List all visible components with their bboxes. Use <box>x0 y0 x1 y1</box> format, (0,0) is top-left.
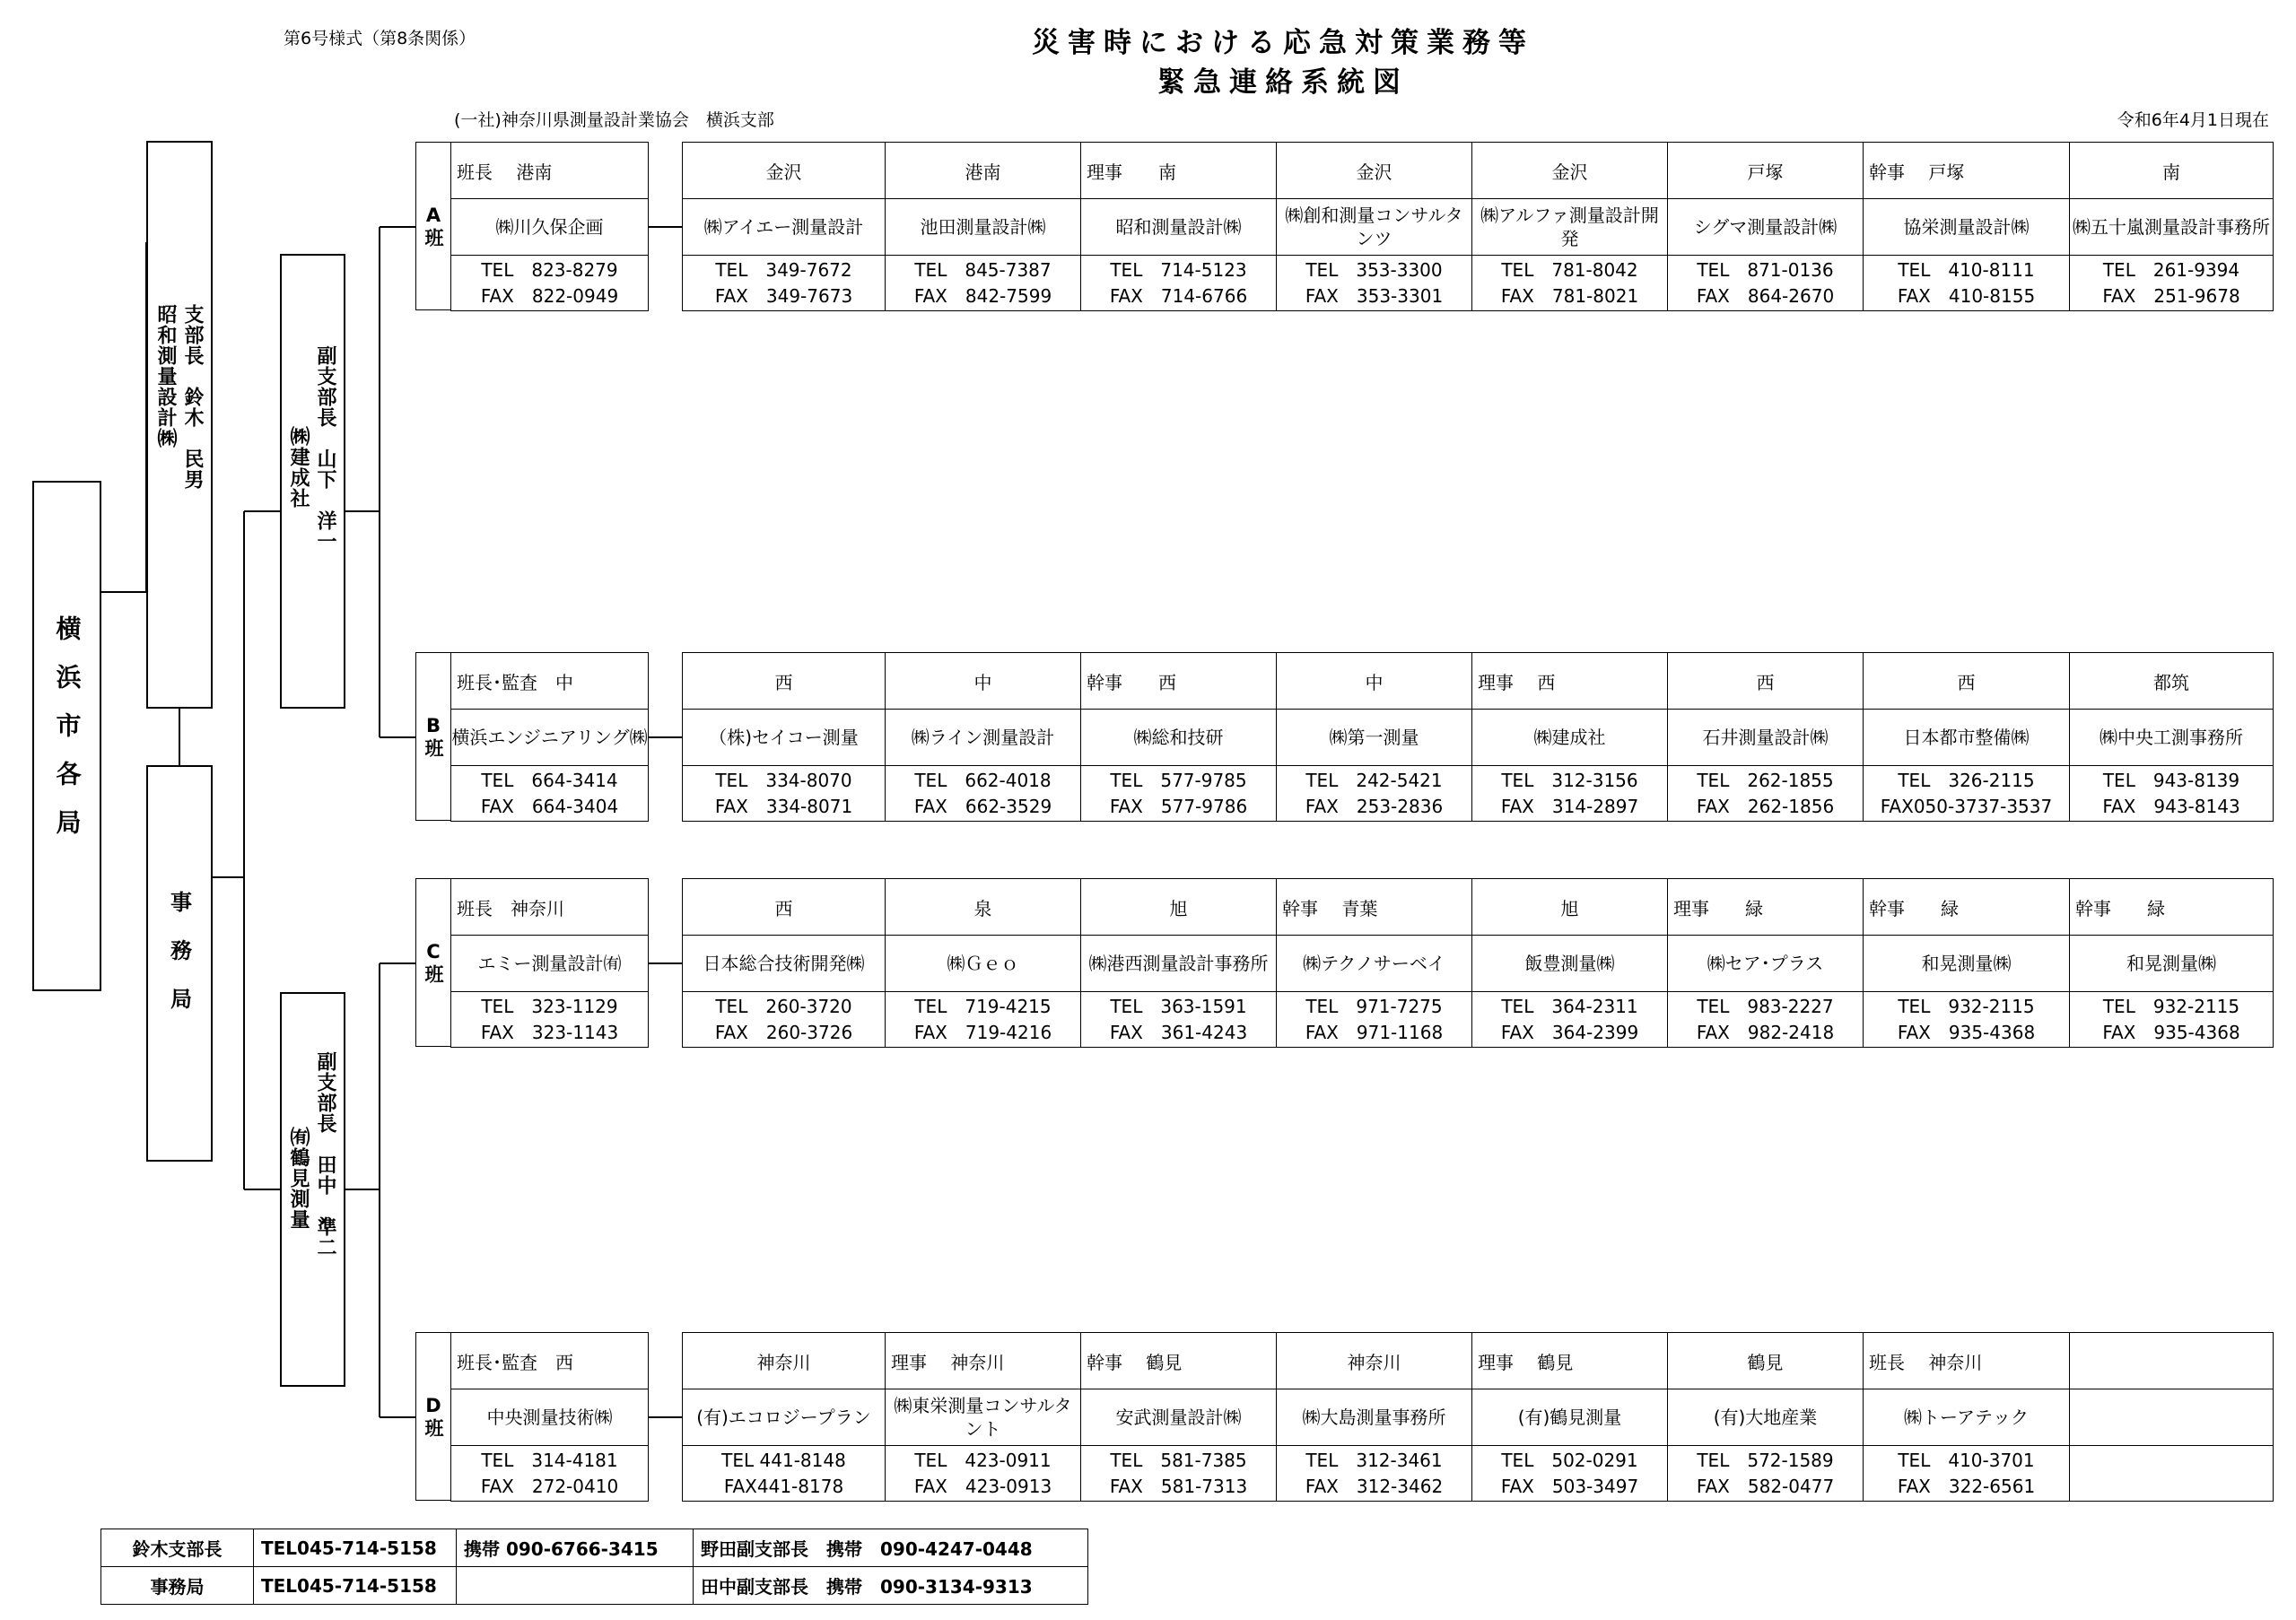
member-fax: FAX 262-1856 <box>1696 795 1835 817</box>
member-role: 理事 神奈川 <box>886 1333 1081 1389</box>
document-title-line2: 緊急連絡系統図 <box>1157 66 1409 99</box>
contact-cell <box>457 1567 694 1605</box>
member-company: （株)セイコー測量 <box>683 710 886 766</box>
member-fax: FAX 251-9678 <box>2102 284 2240 307</box>
member-company: ㈱アイエー測量設計 <box>683 199 886 256</box>
leader-tel: TEL 664-3414 <box>481 769 618 791</box>
contact-cell: 携帯 090-6766-3415 <box>457 1529 694 1567</box>
member-fax: FAX 503-3497 <box>1500 1475 1639 1497</box>
member-role: 神奈川 <box>683 1333 886 1389</box>
contact-footer-table <box>100 1529 1088 1605</box>
member-fax: FAX 364-2399 <box>1500 1021 1639 1043</box>
member-fax: FAX 334-8071 <box>714 795 853 817</box>
member-tel: TEL 983-2227 <box>1697 995 1834 1017</box>
member-role: 理事 緑 <box>1668 879 1864 936</box>
contact-cell: TEL045-714-5158 <box>254 1529 457 1567</box>
contact-row <box>101 1529 1088 1567</box>
member-role: 西 <box>1668 653 1864 710</box>
member-company: 協栄測量設計㈱ <box>1864 199 2070 256</box>
member-fax: FAX 361-4243 <box>1109 1021 1248 1043</box>
member-role: 金沢 <box>1472 143 1668 199</box>
deputy-head-2-name: 副支部長 田中 準二 <box>314 1051 336 1258</box>
leader-role: 班長･監査 中 <box>451 653 649 710</box>
member-tel: TEL 242-5421 <box>1305 769 1443 791</box>
member-role: 班長 神奈川 <box>1864 1333 2070 1389</box>
group-label: D班 <box>415 1332 451 1501</box>
leader-fax: FAX 664-3404 <box>480 795 619 817</box>
member-company: ㈱Ｇｅｏ <box>886 936 1081 992</box>
member-tel: TEL 260-3720 <box>715 995 852 1017</box>
branch-head-box <box>146 141 213 709</box>
leader-company: エミー測量設計㈲ <box>451 936 649 992</box>
member-role: 幹事 青葉 <box>1277 879 1472 936</box>
member-role: 鶴見 <box>1668 1333 1864 1389</box>
leader-role: 班長 神奈川 <box>451 879 649 936</box>
city-departments-label: 横浜市各局 <box>52 614 83 858</box>
member-role: 理事 南 <box>1081 143 1277 199</box>
member-role: 中 <box>1277 653 1472 710</box>
member-role: 西 <box>683 653 886 710</box>
member-role <box>2070 1333 2274 1389</box>
member-role: 金沢 <box>1277 143 1472 199</box>
member-role: 幹事 緑 <box>2070 879 2274 936</box>
member-company: ㈱大島測量事務所 <box>1277 1389 1472 1446</box>
member-tel: TEL 312-3156 <box>1501 769 1638 791</box>
member-role: 港南 <box>886 143 1081 199</box>
member-tel: TEL 410-8111 <box>1898 258 2035 281</box>
leader-tel: TEL 314-4181 <box>481 1449 618 1471</box>
member-company: 和晃測量㈱ <box>1864 936 2070 992</box>
group-members-table <box>682 142 2274 311</box>
member-company: ㈱アルファ測量設計開発 <box>1472 199 1668 256</box>
leader-role: 班長 港南 <box>451 143 649 199</box>
member-tel: TEL 719-4215 <box>914 995 1052 1017</box>
member-company: 池田測量設計㈱ <box>886 199 1081 256</box>
member-fax: FAX 864-2670 <box>1696 284 1835 307</box>
member-fax: FAX 719-4216 <box>913 1021 1052 1043</box>
member-tel: TEL 577-9785 <box>1110 769 1247 791</box>
member-company: ㈱五十嵐測量設計事務所 <box>2070 199 2274 256</box>
member-tel: TEL 353-3300 <box>1305 258 1443 281</box>
member-company: ㈱東栄測量コンサルタント <box>886 1389 1081 1446</box>
member-role: 西 <box>683 879 886 936</box>
member-role: 金沢 <box>683 143 886 199</box>
member-company: シグマ測量設計㈱ <box>1668 199 1864 256</box>
member-fax: FAX441-8178 <box>723 1475 844 1497</box>
leader-role: 班長･監査 西 <box>451 1333 649 1389</box>
office-label: 事務局 <box>166 891 192 1036</box>
branch-head-company: 昭和測量設計㈱ <box>154 304 177 449</box>
member-tel: TEL 971-7275 <box>1305 995 1443 1017</box>
member-company: ㈱港西測量設計事務所 <box>1081 936 1277 992</box>
member-role: 西 <box>1864 653 2070 710</box>
member-company: 和晃測量㈱ <box>2070 936 2274 992</box>
member-role: 南 <box>2070 143 2274 199</box>
member-fax: FAX 581-7313 <box>1109 1475 1248 1497</box>
contact-cell: 事務局 <box>101 1567 254 1605</box>
member-tel: TEL 262-1855 <box>1697 769 1834 791</box>
member-fax: FAX 353-3301 <box>1305 284 1444 307</box>
leader-fax: FAX 822-0949 <box>480 284 619 307</box>
member-company: (有)エコロジープラン <box>683 1389 886 1446</box>
leader-company: 横浜エンジニアリング㈱ <box>451 710 649 766</box>
member-fax: FAX050-3737-3537 <box>1880 795 2053 817</box>
member-company: ㈱トーアテック <box>1864 1389 2070 1446</box>
member-fax: FAX 410-8155 <box>1897 284 2036 307</box>
member-tel: TEL 845-7387 <box>914 258 1052 281</box>
member-fax: FAX 982-2418 <box>1696 1021 1835 1043</box>
member-company: ㈱第一測量 <box>1277 710 1472 766</box>
member-tel: TEL 423-0911 <box>914 1449 1052 1471</box>
deputy-head-2-box <box>280 992 345 1387</box>
document-title-line1: 災害時における応急対策業務等 <box>1032 27 1534 59</box>
member-role: 幹事 鶴見 <box>1081 1333 1277 1389</box>
deputy-head-2-company: ㈲鶴見測量 <box>287 1127 310 1230</box>
member-fax: FAX 714-6766 <box>1109 284 1248 307</box>
member-role: 幹事 西 <box>1081 653 1277 710</box>
member-company: 昭和測量設計㈱ <box>1081 199 1277 256</box>
member-fax: FAX 312-3462 <box>1305 1475 1444 1497</box>
leader-tel: TEL 323-1129 <box>481 995 618 1017</box>
leader-tel: TEL 823-8279 <box>481 258 618 281</box>
member-role: 中 <box>886 653 1081 710</box>
member-tel: TEL 410-3701 <box>1898 1449 2035 1471</box>
branch-head-name: 支部長 鈴木 民男 <box>181 304 204 490</box>
member-fax: FAX 260-3726 <box>714 1021 853 1043</box>
group-leader-card <box>450 878 649 1048</box>
member-role: 神奈川 <box>1277 1333 1472 1389</box>
member-tel: TEL 662-4018 <box>914 769 1052 791</box>
deputy-head-1-box <box>280 254 345 709</box>
member-company: ㈱創和測量コンサルタンツ <box>1277 199 1472 256</box>
group-leader-card <box>450 1332 649 1502</box>
member-tel: TEL 363-1591 <box>1110 995 1247 1017</box>
effective-date: 令和6年4月1日現在 <box>2117 110 2269 130</box>
member-tel: TEL 349-7672 <box>715 258 852 281</box>
group-members-table <box>682 878 2274 1048</box>
leader-company: ㈱川久保企画 <box>451 199 649 256</box>
contact-cell: 鈴木支部長 <box>101 1529 254 1567</box>
deputy-head-1-name: 副支部長 山下 洋一 <box>314 345 336 552</box>
member-fax: FAX 971-1168 <box>1305 1021 1444 1043</box>
group-label: C班 <box>415 878 451 1047</box>
group-members-table <box>682 1332 2274 1502</box>
member-fax: FAX 582-0477 <box>1696 1475 1835 1497</box>
organization-name: (一社)神奈川県測量設計業協会 横浜支部 <box>454 110 774 130</box>
member-fax: FAX 662-3529 <box>913 795 1052 817</box>
member-company: (有)大地産業 <box>1668 1389 1864 1446</box>
member-tel: TEL 502-0291 <box>1501 1449 1638 1471</box>
member-fax: FAX 322-6561 <box>1897 1475 2036 1497</box>
member-role: 旭 <box>1472 879 1668 936</box>
member-role: 理事 西 <box>1472 653 1668 710</box>
city-departments-box <box>32 481 101 991</box>
member-company: ㈱建成社 <box>1472 710 1668 766</box>
member-company: 日本都市整備㈱ <box>1864 710 2070 766</box>
contact-cell: 田中副支部長 携帯 090-3134-9313 <box>694 1567 1088 1605</box>
member-role: 都筑 <box>2070 653 2274 710</box>
member-role: 旭 <box>1081 879 1277 936</box>
member-role: 戸塚 <box>1668 143 1864 199</box>
member-role: 幹事 緑 <box>1864 879 2070 936</box>
member-fax: FAX 943-8143 <box>2102 795 2240 817</box>
member-company: ㈱セア･プラス <box>1668 936 1864 992</box>
member-company: 飯豊測量㈱ <box>1472 936 1668 992</box>
member-tel: TEL 871-0136 <box>1697 258 1834 281</box>
member-role: 幹事 戸塚 <box>1864 143 2070 199</box>
leader-company: 中央測量技術㈱ <box>451 1389 649 1446</box>
member-tel: TEL 781-8042 <box>1501 258 1638 281</box>
contact-cell: TEL045-714-5158 <box>254 1567 457 1605</box>
member-company: 石井測量設計㈱ <box>1668 710 1864 766</box>
member-tel: TEL 943-8139 <box>2102 769 2240 791</box>
member-company: 安武測量設計㈱ <box>1081 1389 1277 1446</box>
group-leader-card <box>450 142 649 311</box>
deputy-head-1-company: ㈱建成社 <box>287 426 310 509</box>
member-tel: TEL 572-1589 <box>1697 1449 1834 1471</box>
member-company: ㈱総和技研 <box>1081 710 1277 766</box>
member-role: 理事 鶴見 <box>1472 1333 1668 1389</box>
leader-fax: FAX 272-0410 <box>480 1475 619 1497</box>
member-fax: FAX 935-4368 <box>2102 1021 2240 1043</box>
member-tel: TEL 714-5123 <box>1110 258 1247 281</box>
contact-cell: 野田副支部長 携帯 090-4247-0448 <box>694 1529 1088 1567</box>
member-fax: FAX 423-0913 <box>913 1475 1052 1497</box>
member-company <box>2070 1389 2274 1446</box>
member-company: ㈱ライン測量設計 <box>886 710 1081 766</box>
member-fax: FAX 577-9786 <box>1109 795 1248 817</box>
member-tel: TEL 261-9394 <box>2102 258 2240 281</box>
member-company: 日本総合技術開発㈱ <box>683 936 886 992</box>
group-label: A班 <box>415 142 451 310</box>
member-fax: FAX 253-2836 <box>1305 795 1444 817</box>
member-fax: FAX 349-7673 <box>714 284 853 307</box>
office-box <box>146 765 213 1162</box>
group-leader-card <box>450 652 649 822</box>
group-members-table <box>682 652 2274 822</box>
member-fax: FAX 781-8021 <box>1500 284 1639 307</box>
member-role: 泉 <box>886 879 1081 936</box>
member-tel: TEL 312-3461 <box>1305 1449 1443 1471</box>
member-tel: TEL 932-2115 <box>1898 995 2035 1017</box>
form-number: 第6号様式（第8条関係） <box>284 29 476 48</box>
contact-row <box>101 1567 1088 1605</box>
member-tel: TEL 326-2115 <box>1898 769 2035 791</box>
leader-fax: FAX 323-1143 <box>480 1021 619 1043</box>
member-fax: FAX 842-7599 <box>913 284 1052 307</box>
member-fax: FAX 314-2897 <box>1500 795 1639 817</box>
member-tel: TEL 334-8070 <box>715 769 852 791</box>
member-company: ㈱中央工測事務所 <box>2070 710 2274 766</box>
member-fax: FAX 935-4368 <box>1897 1021 2036 1043</box>
member-tel: TEL 581-7385 <box>1110 1449 1247 1471</box>
member-company: (有)鶴見測量 <box>1472 1389 1668 1446</box>
member-tel: TEL 364-2311 <box>1501 995 1638 1017</box>
group-label: B班 <box>415 652 451 821</box>
member-tel: TEL 441-8148 <box>721 1449 846 1471</box>
member-tel: TEL 932-2115 <box>2102 995 2240 1017</box>
member-company: ㈱テクノサーベイ <box>1277 936 1472 992</box>
